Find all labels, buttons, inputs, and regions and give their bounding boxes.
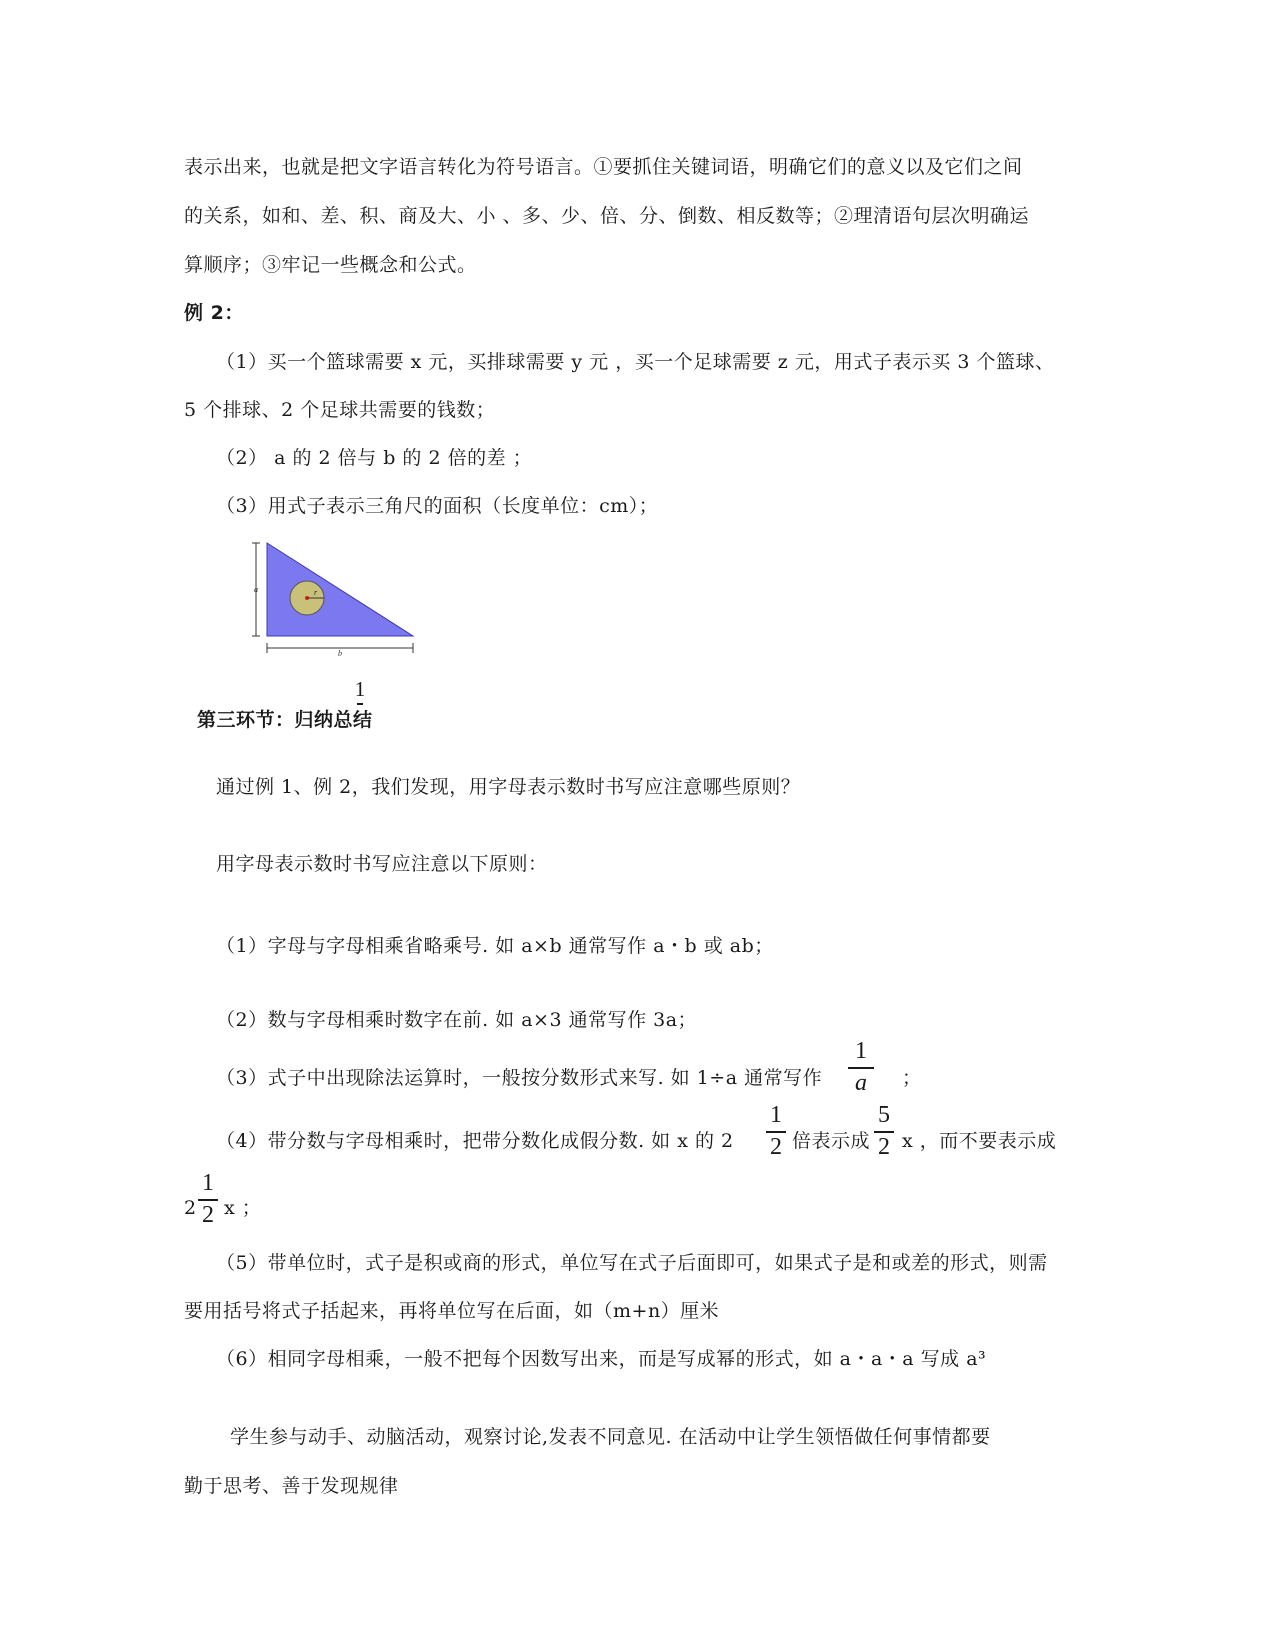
- rule-4-line2-end: x ；: [224, 1197, 262, 1219]
- rule-3-end: ；: [902, 1067, 922, 1089]
- example-2-q1-line-2: 5 个排球、2 个足球共需要的钱数；: [184, 399, 496, 421]
- intro-line-3: 算顺序；③牢记一些概念和公式。: [184, 254, 477, 276]
- label-a: a: [254, 585, 258, 594]
- rule-4-frac1-numerator: 1: [770, 1102, 782, 1128]
- rule-4-mixed-fraction: [764, 1102, 788, 1162]
- example-2-q3: （3）用式子表示三角尺的面积（长度单位：cm）；: [216, 495, 659, 517]
- rule-4-line2-denominator: 2: [202, 1202, 214, 1228]
- triangle-ruler-figure: [250, 535, 430, 663]
- closing-line-2: 勤于思考、善于发现规律: [184, 1475, 399, 1497]
- rule-5-line-2: 要用括号将式子括起来，再将单位写在后面，如（m+n）厘米: [184, 1300, 720, 1322]
- example-2-q2: （2） a 的 2 倍与 b 的 2 倍的差 ；: [216, 447, 533, 469]
- rule-4-frac2-denominator: 2: [878, 1134, 890, 1160]
- rule-3-text: （3）式子中出现除法运算时，一般按分数形式来写. 如 1÷a 通常写作: [216, 1067, 823, 1089]
- stray-fraction-1: [352, 676, 368, 706]
- rule-4-improper-fraction: [872, 1102, 896, 1162]
- rule-3-denominator: a: [855, 1070, 867, 1096]
- section-3-question: 通过例 1、例 2，我们发现，用字母表示数时书写应注意哪些原则？: [216, 776, 801, 798]
- rule-2: （2）数与字母相乘时数字在前. 如 a×3 通常写作 3a；: [216, 1009, 698, 1031]
- intro-line-1: 表示出来，也就是把文字语言转化为符号语言。①要抓住关键词语，明确它们的意义以及它们之间: [184, 156, 1023, 178]
- label-b: b: [338, 649, 342, 658]
- rule-4-frac1-denominator: 2: [770, 1134, 782, 1160]
- stray-digit: 1: [354, 677, 366, 701]
- rule-4-line2-int: 2: [184, 1197, 197, 1219]
- triangle-ruler: [267, 543, 413, 636]
- rule-3-fraction: [846, 1038, 876, 1098]
- rule-4-line2-numerator: 1: [202, 1170, 214, 1196]
- section-3-answer-intro: 用字母表示数时书写应注意以下原则：: [216, 853, 548, 875]
- closing-line-1: 学生参与动手、动脑活动，观察讨论,发表不同意见. 在活动中让学生领悟做任何事情都要: [230, 1426, 991, 1448]
- rule-4-text-c: x ，而不要表示成: [902, 1130, 1057, 1152]
- label-r: r: [314, 588, 318, 597]
- rule-4-line2-fraction: [196, 1170, 220, 1230]
- rule-6: （6）相同字母相乘，一般不把每个因数写出来，而是写成幂的形式，如 a・a・a 写成 a³: [216, 1348, 987, 1370]
- rule-4-frac2-numerator: 5: [878, 1102, 890, 1128]
- example-2-title: 例 2：: [184, 302, 244, 324]
- example-2-q1-line-1: （1）买一个篮球需要 x 元，买排球需要 y 元 ，买一个足球需要 z 元，用式子表示买 3 个篮球、: [216, 351, 1055, 373]
- section-3-heading: 第三环节：归纳总结: [197, 709, 373, 731]
- rule-5-line-1: （5）带单位时，式子是积或商的形式，单位写在式子后面即可，如果式子是和或差的形式，则需: [216, 1252, 1048, 1274]
- rule-1: （1）字母与字母相乘省略乘号. 如 a×b 通常写作 a・b 或 ab；: [216, 935, 774, 957]
- rule-4-text-a: （4）带分数与字母相乘时，把带分数化成假分数. 如 x 的 2: [216, 1130, 734, 1152]
- intro-line-2: 的关系，如和、差、积、商及大、小 、多、少、倍、分、倒数、相反数等；②理清语句层次明确运: [184, 205, 1030, 227]
- rule-3-numerator: 1: [855, 1038, 867, 1064]
- rule-4-text-b: 倍表示成: [792, 1130, 871, 1152]
